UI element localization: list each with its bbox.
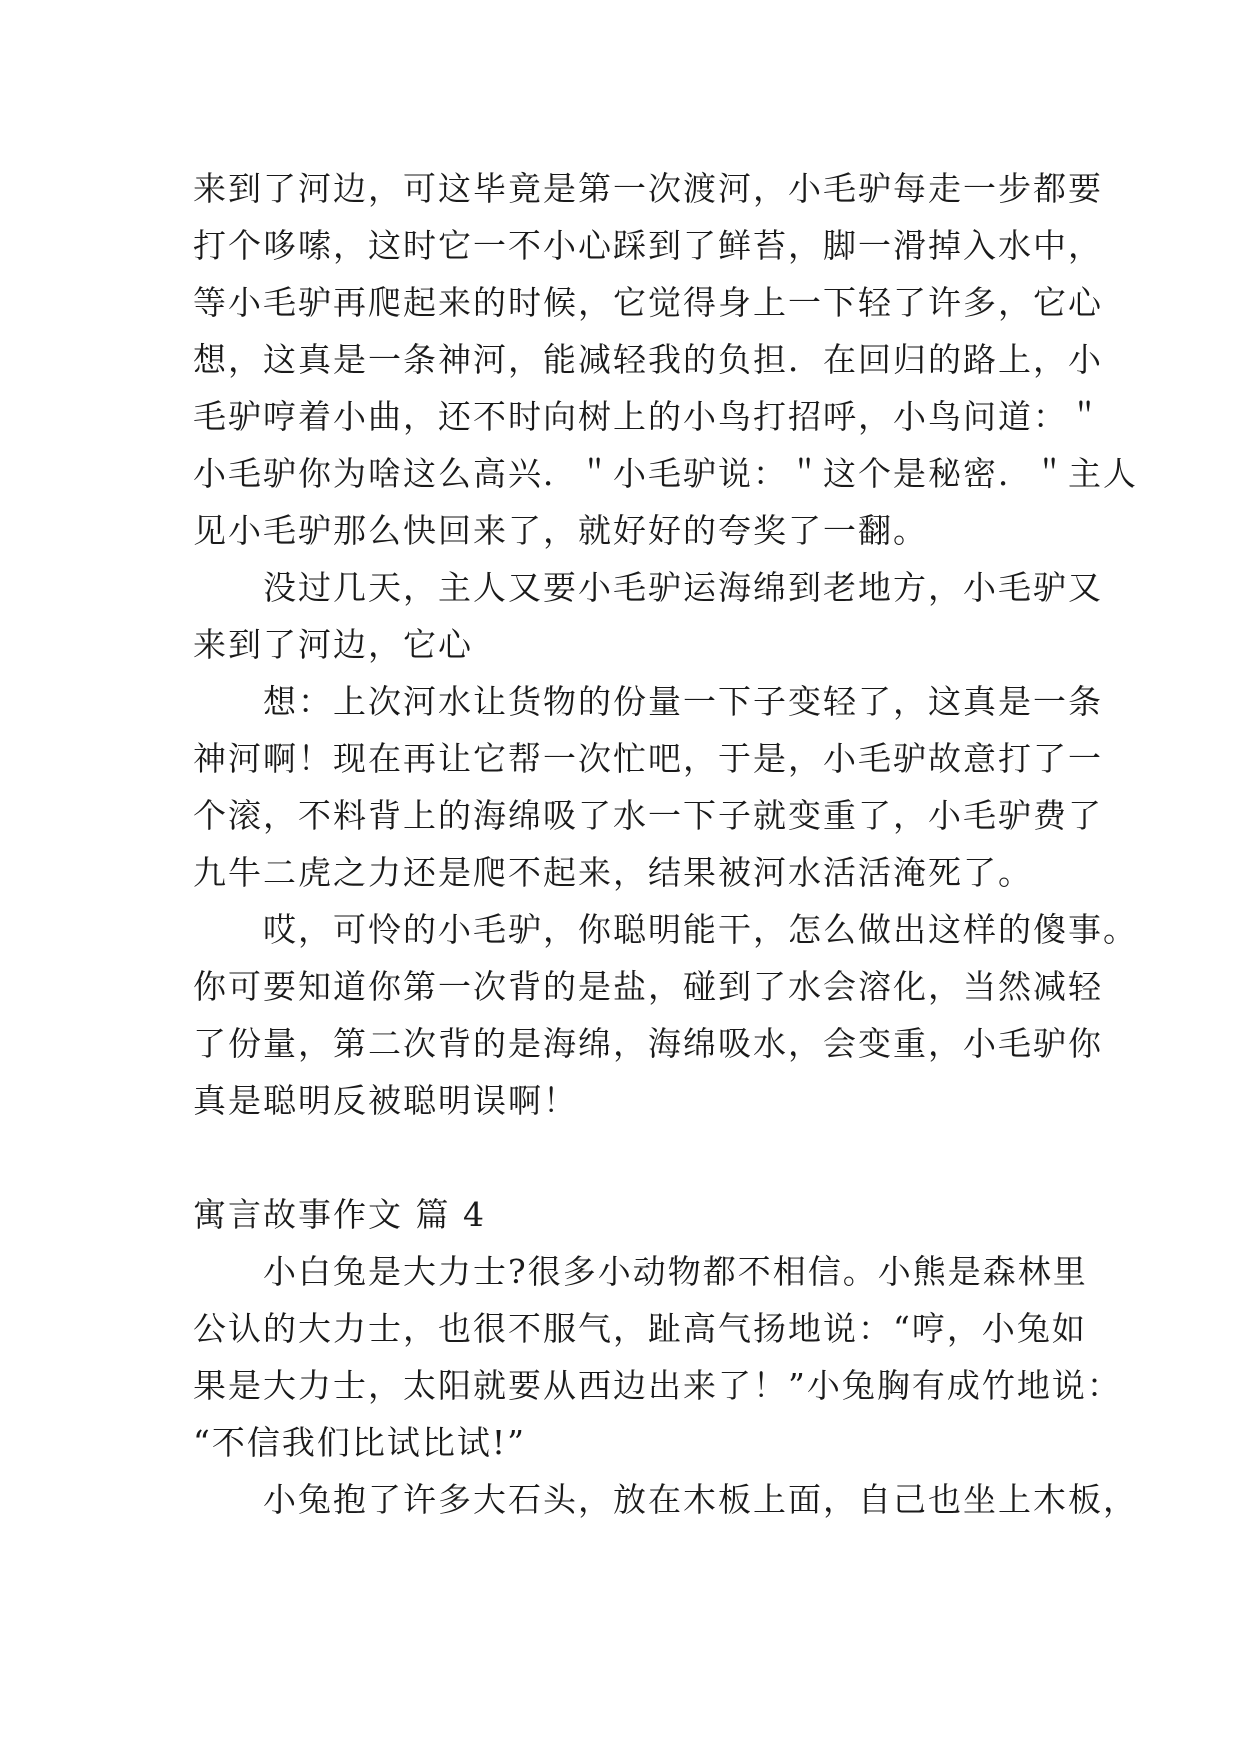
text-line: 打个哆嗦，这时它一不小心踩到了鲜苔，脚一滑掉入水中， bbox=[193, 226, 1103, 265]
text-line: 公认的大力士，也很不服气，趾高气扬地说：“哼，小兔如 bbox=[193, 1309, 1087, 1348]
text-line: 小毛驴你为啥这么高兴．＂小毛驴说：＂这个是秘密．＂主人 bbox=[193, 454, 1138, 493]
text-line: 果是大力士，太阳就要从西边出来了！”小兔胸有成竹地说： bbox=[193, 1366, 1122, 1405]
section-heading: 寓言故事作文 篇 4 bbox=[193, 1195, 486, 1234]
blank-line bbox=[193, 1129, 1073, 1186]
document-body bbox=[193, 160, 1138, 1528]
text-line: 毛驴哼着小曲，还不时向树上的小鸟打招呼，小鸟问道：＂ bbox=[193, 397, 1103, 436]
text-line: 来到了河边，可这毕竟是第一次渡河，小毛驴每走一步都要 bbox=[193, 169, 1103, 208]
text-line: 九牛二虎之力还是爬不起来，结果被河水活活淹死了。 bbox=[193, 853, 1033, 892]
text-line: 了份量，第二次背的是海绵，海绵吸水，会变重，小毛驴你 bbox=[193, 1024, 1103, 1063]
text-line: 想，这真是一条神河，能减轻我的负担．在回归的路上，小 bbox=[193, 340, 1103, 379]
paragraph-start-line: 哎，可怜的小毛驴，你聪明能干，怎么做出这样的傻事。 bbox=[193, 910, 1138, 949]
text-line: 个滚，不料背上的海绵吸了水一下子就变重了，小毛驴费了 bbox=[193, 796, 1103, 835]
text-line: 等小毛驴再爬起来的时候，它觉得身上一下轻了许多，它心 bbox=[193, 283, 1103, 322]
text-line: 真是聪明反被聪明误啊！ bbox=[193, 1081, 578, 1120]
text-line: “不信我们比试比试!” bbox=[193, 1423, 527, 1462]
paragraph-start-line: 小兔抱了许多大石头，放在木板上面，自己也坐上木板， bbox=[193, 1480, 1138, 1519]
paragraph-start-line: 小白兔是大力士?很多小动物都不相信。小熊是森林里 bbox=[193, 1252, 1088, 1291]
paragraph-start-line: 没过几天，主人又要小毛驴运海绵到老地方，小毛驴又 bbox=[193, 568, 1103, 607]
text-line: 见小毛驴那么快回来了，就好好的夸奖了一翻。 bbox=[193, 511, 928, 550]
text-line: 神河啊！现在再让它帮一次忙吧，于是，小毛驴故意打了一 bbox=[193, 739, 1103, 778]
text-line: 你可要知道你第一次背的是盐，碰到了水会溶化，当然减轻 bbox=[193, 967, 1103, 1006]
paragraph-start-line: 想：上次河水让货物的份量一下子变轻了，这真是一条 bbox=[193, 682, 1103, 721]
text-line: 来到了河边，它心 bbox=[193, 625, 473, 664]
